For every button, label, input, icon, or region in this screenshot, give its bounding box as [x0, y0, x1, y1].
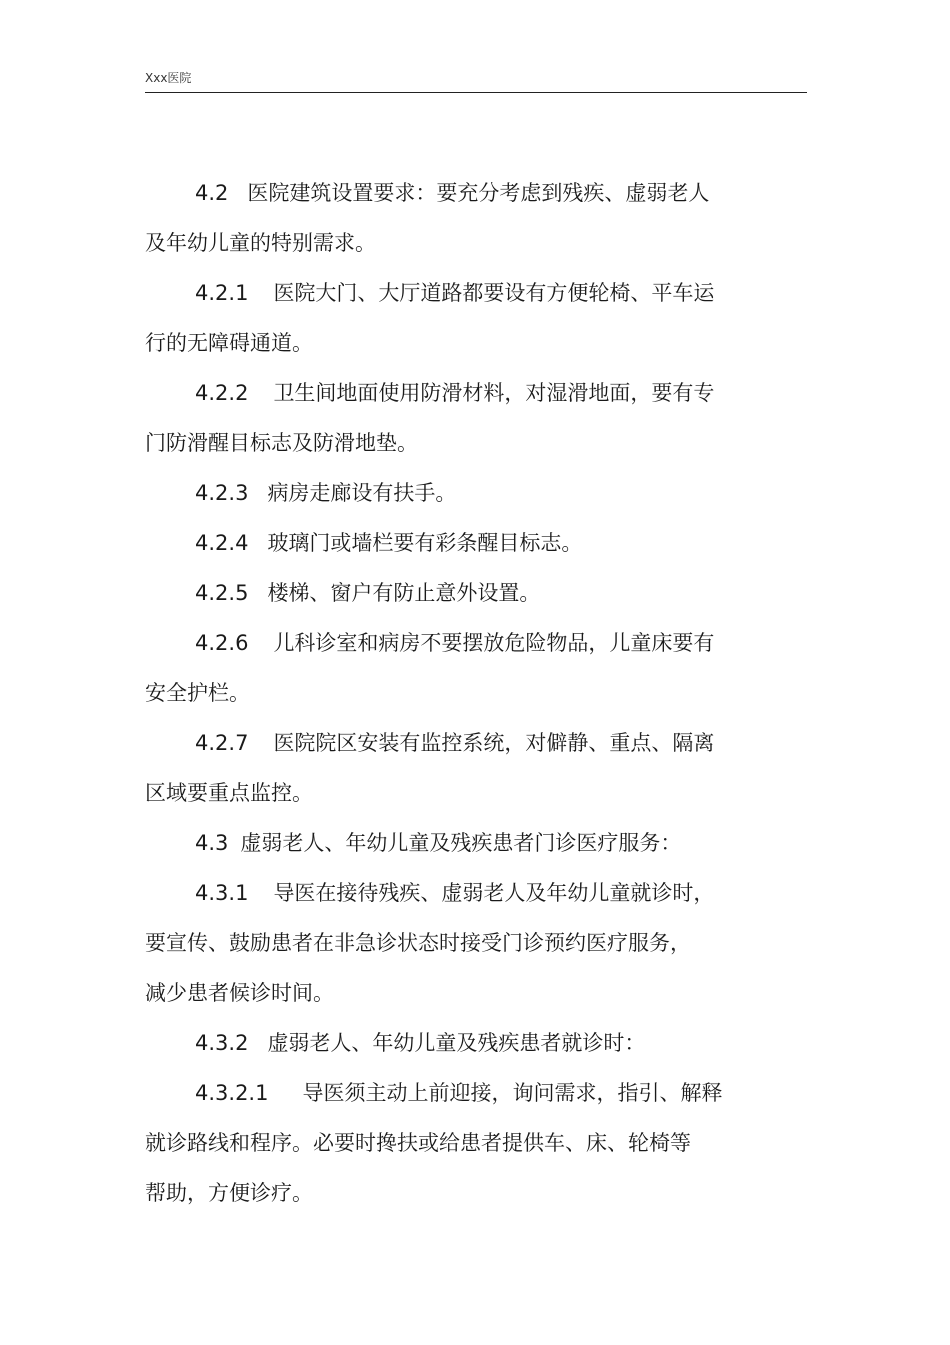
- section-number: 4.3.2.1: [195, 1081, 269, 1105]
- paragraph-line: 行的无障碍通道。: [145, 331, 313, 355]
- section-4-2-5: [145, 568, 765, 618]
- section-4-2-2: [145, 368, 765, 468]
- paragraph-line: 要宣传、鼓励患者在非急诊状态时接受门诊预约医疗服务，: [145, 931, 691, 955]
- paragraph-line: 就诊路线和程序。必要时搀扶或给患者提供车、床、轮椅等: [145, 1131, 691, 1155]
- paragraph-text: 导医在接待残疾、虚弱老人及年幼儿童就诊时，: [273, 881, 715, 905]
- paragraph-text: 虚弱老人、年幼儿童及残疾患者就诊时：: [267, 1031, 646, 1055]
- section-number: 4.2.2: [195, 381, 249, 405]
- paragraph-text: 医院院区安装有监控系统，对僻静、重点、隔离: [273, 731, 715, 755]
- section-number: 4.2: [195, 181, 229, 205]
- section-number: 4.3: [195, 831, 229, 855]
- paragraph-line: [145, 468, 765, 518]
- section-4-3-2-1: [145, 1068, 765, 1218]
- paragraph-line: [145, 718, 765, 768]
- paragraph-line: 帮助，方便诊疗。: [145, 1181, 313, 1205]
- paragraph-line: 安全护栏。: [145, 681, 250, 705]
- section-number: 4.2.1: [195, 281, 249, 305]
- paragraph-line: [145, 268, 765, 318]
- paragraph-line: [145, 868, 765, 918]
- section-number: 4.3.1: [195, 881, 249, 905]
- paragraph-line: 区域要重点监控。: [145, 781, 313, 805]
- section-number: 4.2.6: [195, 631, 249, 655]
- paragraph-text: 卫生间地面使用防滑材料，对湿滑地面，要有专: [273, 381, 715, 405]
- section-4-3: [145, 818, 765, 868]
- paragraph-text: 虚弱老人、年幼儿童及残疾患者门诊医疗服务：: [240, 831, 682, 855]
- paragraph-text: 楼梯、窗户有防止意外设置。: [267, 581, 541, 605]
- paragraph-line: [145, 1068, 765, 1118]
- paragraph-line: [145, 618, 765, 668]
- section-4-2-4: [145, 518, 765, 568]
- paragraph-line: 及年幼儿童的特别需求。: [145, 231, 376, 255]
- section-number: 4.2.7: [195, 731, 249, 755]
- section-4-2-1: [145, 268, 765, 368]
- paragraph-line: [145, 818, 765, 868]
- paragraph-text: 病房走廊设有扶手。: [267, 481, 457, 505]
- section-number: 4.2.4: [195, 531, 249, 555]
- page-header: [145, 70, 807, 93]
- paragraph-text: 导医须主动上前迎接，询问需求，指引、解释: [302, 1081, 723, 1105]
- paragraph-line: 门防滑醒目标志及防滑地垫。: [145, 431, 418, 455]
- paragraph-text: 医院建筑设置要求：要充分考虑到残疾、虚弱老人: [247, 181, 710, 205]
- paragraph-line: [145, 518, 765, 568]
- paragraph-text: 儿科诊室和病房不要摆放危险物品，儿童床要有: [273, 631, 715, 655]
- section-4-3-2: [145, 1018, 765, 1068]
- paragraph-line: [145, 368, 765, 418]
- section-number: 4.2.3: [195, 481, 249, 505]
- section-4-2: [145, 168, 765, 268]
- section-4-3-1: [145, 868, 765, 1018]
- section-number: 4.2.5: [195, 581, 249, 605]
- paragraph-line: 减少患者候诊时间。: [145, 981, 334, 1005]
- paragraph-text: 医院大门、大厅道路都要设有方便轮椅、平车运: [273, 281, 715, 305]
- document-body: [145, 168, 765, 1218]
- section-4-2-3: [145, 468, 765, 518]
- section-number: 4.3.2: [195, 1031, 249, 1055]
- paragraph-text: 玻璃门或墙栏要有彩条醒目标志。: [267, 531, 583, 555]
- paragraph-line: [145, 568, 765, 618]
- paragraph-line: [145, 1018, 765, 1068]
- section-4-2-6: [145, 618, 765, 718]
- section-4-2-7: [145, 718, 765, 818]
- header-title: Xxx医院: [145, 71, 192, 85]
- paragraph-line: [145, 168, 765, 218]
